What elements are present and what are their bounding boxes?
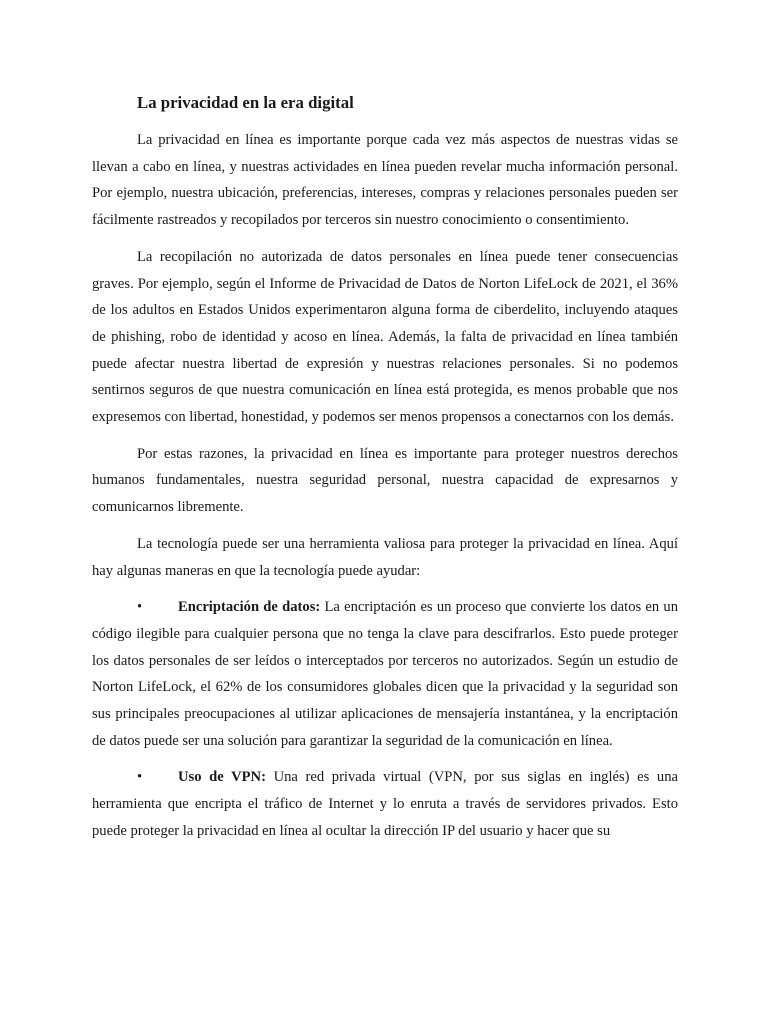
document-title: La privacidad en la era digital — [137, 93, 354, 112]
bullet-text: Una red privada virtual (VPN, por sus siglas en inglés) es una herramienta que encripta el tráfico de Internet y lo enruta a través de servidores privados. Esto puede proteger la privacidad en línea al ocultar la dirección IP del usuario y hacer que su — [92, 769, 679, 839]
bullet-item-encryption — [92, 594, 678, 754]
paragraph-3: Por estas razones, la privacidad en línea es importante para proteger nuestros derechos humanos fundamentales, nuestra seguridad personal, nuestra capacidad de expresarnos y comunicarnos libremente. — [92, 445, 678, 516]
bullet-term: Encriptación de datos: — [178, 599, 321, 616]
bullet-item-vpn — [92, 764, 678, 844]
bullet-term: Uso de VPN: — [178, 769, 266, 786]
document-page — [92, 91, 678, 855]
paragraph-4: La tecnología puede ser una herramienta valiosa para proteger la privacidad en línea. Aquí hay algunas maneras en que la tecnología puede ayudar: — [92, 535, 678, 579]
paragraph-2: La recopilación no autorizada de datos personales en línea puede tener consecuencias graves. Por ejemplo, según el Informe de Privacidad de Datos de Norton LifeLock de 2021, el 36% de los adultos en Estados Unidos experimentaron alguna forma de ciberdelito, incluyendo ataques de phishing, robo de identidad y acoso en línea. Además, la falta de privacidad en línea también puede afectar nuestra libertad de expresión y nuestras relaciones personales. Si no podemos sentirnos seguros de que nuestra comunicación en línea está protegida, es menos probable que nos expresemos con libertad, honestidad, y podemos ser menos propensos a conectarnos con los demás. — [92, 248, 678, 426]
paragraph-1: La privacidad en línea es importante porque cada vez más aspectos de nuestras vidas se llevan a cabo en línea, y nuestras actividades en línea pueden revelar mucha información personal. Por ejemplo, nuestra ubicación, preferencias, intereses, compras y relaciones personales pueden ser fácilmente rastreados y recopilados por terceros sin nuestro conocimiento o consentimiento. — [92, 132, 678, 229]
bullet-marker: • — [137, 599, 143, 616]
bullet-text: La encriptación es un proceso que convierte los datos en un código ilegible para cualquier persona que no tenga la clave para descifrarlos. Esto puede proteger los datos personales de ser leídos o interceptados por terceros no autorizados. Según un estudio de Norton LifeLock, el 62% de los consumidores globales dicen que la privacidad y la seguridad son sus principales preocupaciones al utilizar aplicaciones de mensajería instantánea, y la encriptación de datos puede ser una solución para garantizar la seguridad de la comunicación en línea. — [92, 599, 678, 749]
bullet-marker: • — [137, 769, 143, 786]
